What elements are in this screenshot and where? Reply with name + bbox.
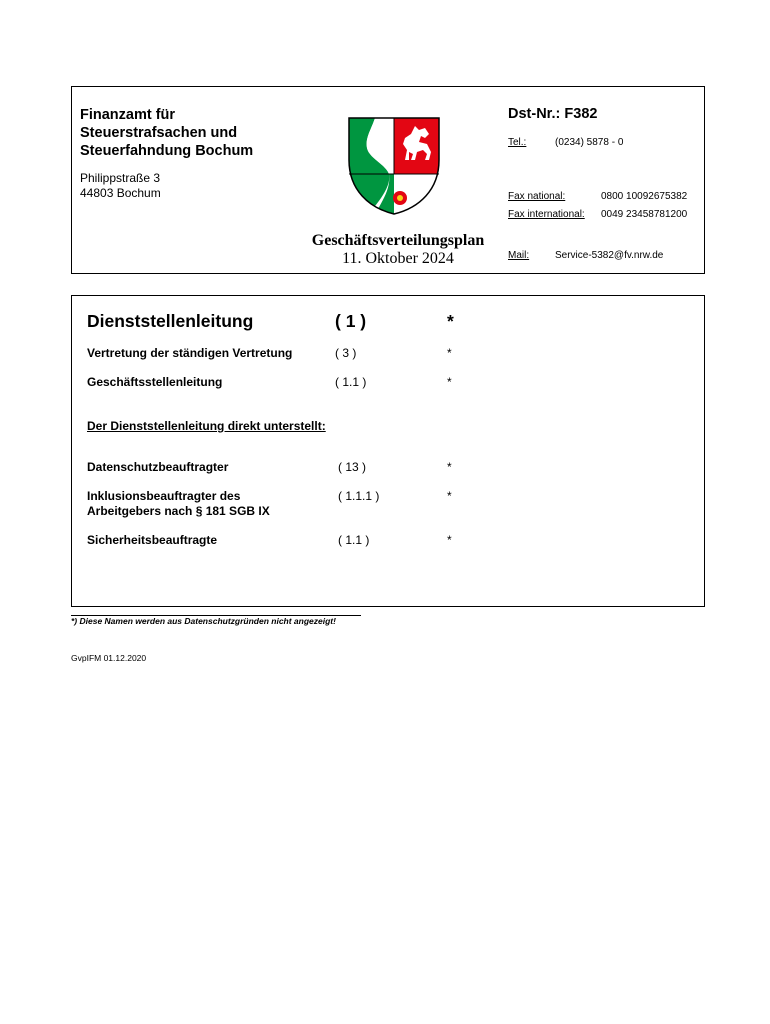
tel-label: Tel.: [508, 137, 527, 148]
city: 44803 Bochum [80, 185, 161, 200]
row-star-datenschutz: * [447, 460, 452, 474]
fax-national-label: Fax national: [508, 191, 566, 202]
document-title: Geschäftsverteilungsplan [311, 232, 485, 249]
mail-value: Service-5382@fv.nrw.de [555, 250, 664, 261]
row-code-sicherheit: ( 1.1 ) [338, 533, 370, 547]
row-name-sicherheit: Sicherheitsbeauftragte [87, 533, 218, 547]
row-name-geschaeftsstelle: Geschäftsstellenleitung [87, 375, 223, 389]
row-code-inklusion: ( 1.1.1 ) [338, 489, 380, 503]
row-name-datenschutz: Datenschutzbeauftragter [87, 460, 229, 474]
row-code-vertretung: ( 3 ) [335, 346, 357, 360]
street: Philippstraße 3 [80, 171, 161, 185]
main-box [71, 295, 705, 607]
nrw-coat-of-arms-logo [345, 114, 443, 221]
row-name-inklusion-1: Inklusionsbeauftragter des [87, 489, 241, 503]
office-address [80, 171, 280, 200]
row-code-datenschutz: ( 13 ) [338, 460, 367, 474]
fax-national-value: 0800 10092675382 [601, 191, 688, 202]
row-star-vertretung: * [447, 346, 452, 360]
row-star-inklusion: * [447, 489, 452, 503]
row-code-geschaeftsstelle: ( 1.1 ) [335, 375, 367, 389]
office-line-2: Steuerstrafsachen und [80, 125, 238, 141]
dst-number: Dst-Nr.: F382 [508, 106, 598, 122]
mail-label: Mail: [508, 250, 530, 261]
head-star: * [447, 311, 454, 331]
form-id: GvpIFM 01.12.2020 [71, 653, 147, 663]
row-star-sicherheit: * [447, 533, 452, 547]
row-star-geschaeftsstelle: * [447, 375, 452, 389]
row-name-inklusion-2: Arbeitgebers nach § 181 SGB IX [87, 504, 270, 518]
office-line-1: Finanzamt für [80, 107, 176, 123]
head-name: Dienststellenleitung [87, 311, 254, 331]
fax-international-label: Fax international: [508, 209, 585, 220]
tel-value: (0234) 5878 - 0 [555, 137, 624, 148]
section-title: Der Dienststellenleitung direkt unterstellt: [87, 419, 326, 433]
head-code: ( 1 ) [335, 311, 367, 331]
row-name-vertretung: Vertretung der ständigen Vertretung [87, 346, 293, 360]
fax-international-value: 0049 23458781200 [601, 209, 688, 220]
footnote: *) Diese Namen werden aus Datenschutzgründen nicht angezeigt! [71, 616, 336, 626]
office-name [80, 106, 320, 160]
coat-of-arms-icon [345, 114, 443, 216]
office-line-3: Steuerfahndung Bochum [80, 143, 254, 159]
document-date: 11. Oktober 2024 [342, 250, 454, 267]
